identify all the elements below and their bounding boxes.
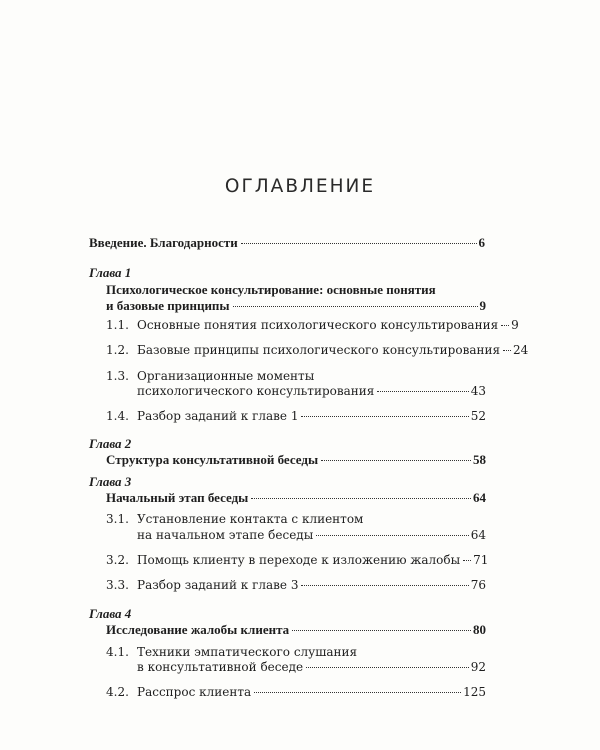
- toc-page-number: 58: [473, 452, 486, 467]
- toc-entry-label: и базовые принципы: [106, 298, 230, 313]
- dot-leader: [501, 325, 509, 326]
- chapter-1-label: Глава 1: [89, 265, 132, 280]
- section-4-1-line1: Техники эмпатического слушания: [137, 645, 358, 659]
- toc-entry-section-1-4[interactable]: [137, 409, 486, 423]
- toc-entry-chapter-4[interactable]: [106, 623, 486, 637]
- section-number: 3.2.: [106, 553, 129, 567]
- toc-page-number: 76: [470, 578, 486, 592]
- dot-leader: [503, 350, 511, 351]
- section-number: 4.1.: [106, 645, 129, 659]
- toc-page-number: 43: [470, 384, 486, 398]
- toc-page-number: 64: [473, 490, 486, 505]
- section-number: 1.4.: [106, 409, 129, 423]
- toc-entry-label: Введение. Благодарности: [89, 235, 238, 250]
- toc-page-number: 71: [473, 553, 489, 567]
- toc-entry-label: Разбор заданий к главе 3: [137, 578, 299, 592]
- toc-entry-label: Структура консультативной беседы: [106, 452, 319, 467]
- toc-entry-label: Исследование жалобы клиента: [106, 622, 290, 637]
- chapter-3-label: Глава 3: [89, 474, 132, 489]
- toc-entry-section-4-2[interactable]: [137, 685, 486, 699]
- toc-entry-section-3-1[interactable]: [137, 528, 486, 542]
- dot-leader: [241, 243, 477, 244]
- section-number: 1.3.: [106, 369, 129, 383]
- toc-page-number: 52: [470, 409, 486, 423]
- toc-entry-intro[interactable]: [89, 236, 485, 250]
- section-1-3-line1: Организационные моменты: [137, 369, 315, 383]
- dot-leader: [254, 692, 461, 693]
- toc-entry-label: на начальном этапе беседы: [137, 528, 314, 542]
- dot-leader: [321, 460, 471, 461]
- dot-leader: [292, 630, 471, 631]
- toc-page-number: 125: [463, 685, 486, 699]
- toc-entry-section-4-1[interactable]: [137, 660, 486, 674]
- page-title: ОГЛАВЛЕНИЕ: [224, 176, 376, 197]
- toc-entry-chapter-3[interactable]: [106, 491, 486, 505]
- section-number: 1.2.: [106, 343, 129, 357]
- section-number: 3.1.: [106, 512, 129, 526]
- dot-leader: [301, 585, 468, 586]
- toc-entry-label: Разбор заданий к главе 1: [137, 409, 299, 423]
- toc-entry-label: Начальный этап беседы: [106, 490, 249, 505]
- toc-entry-section-3-3[interactable]: [137, 578, 486, 592]
- section-number: 3.3.: [106, 578, 129, 592]
- toc-entry-label: психологического консультирования: [137, 384, 375, 398]
- toc-entry-label: Расспрос клиента: [137, 685, 252, 699]
- dot-leader: [301, 416, 468, 417]
- dot-leader: [251, 498, 471, 499]
- toc-entry-label: в консультативной беседе: [137, 660, 304, 674]
- dot-leader: [316, 535, 468, 536]
- toc-entry-section-3-2[interactable]: [137, 553, 489, 567]
- toc-entry-label: Базовые принципы психологического консультирования: [137, 343, 501, 357]
- chapter-1-title-line1: Психологическое консультирование: основные понятия: [106, 282, 436, 297]
- toc-entry-chapter-1[interactable]: [106, 299, 486, 313]
- dot-leader: [463, 560, 471, 561]
- toc-page-number: 24: [513, 343, 529, 357]
- chapter-4-label: Глава 4: [89, 606, 132, 621]
- section-number: 1.1.: [106, 318, 129, 332]
- section-number: 4.2.: [106, 685, 129, 699]
- toc-entry-section-1-2[interactable]: [137, 343, 529, 357]
- toc-page-number: 6: [478, 235, 485, 250]
- toc-page-number: 9: [479, 298, 486, 313]
- toc-entry-chapter-2[interactable]: [106, 453, 486, 467]
- toc-page-number: 80: [473, 622, 486, 637]
- toc-entry-section-1-1[interactable]: [137, 318, 519, 332]
- toc-entry-label: Помощь клиенту в переходе к изложению жалобы: [137, 553, 461, 567]
- toc-page-number: 92: [470, 660, 486, 674]
- toc-entry-section-1-3[interactable]: [137, 384, 486, 398]
- toc-entry-label: Основные понятия психологического консультирования: [137, 318, 499, 332]
- toc-page-number: 64: [470, 528, 486, 542]
- dot-leader: [377, 391, 468, 392]
- dot-leader: [306, 667, 469, 668]
- section-3-1-line1: Установление контакта с клиентом: [137, 512, 364, 526]
- dot-leader: [233, 306, 478, 307]
- chapter-2-label: Глава 2: [89, 436, 132, 451]
- toc-page-number: 9: [511, 318, 519, 332]
